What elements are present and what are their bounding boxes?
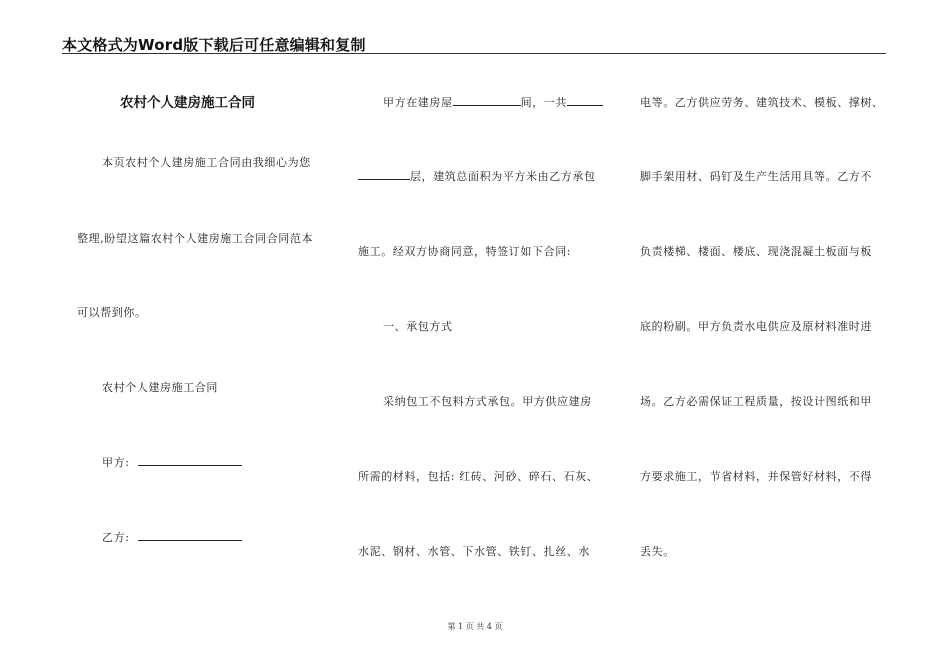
col2-line-4: 采纳包工不包料方式承包。甲方供应建房 xyxy=(383,395,592,408)
col3-line-2: 脚手架用材、码钉及生产生活用具等。乙方不 xyxy=(640,170,872,183)
rooms-blank xyxy=(453,94,521,106)
col2-line-1-part-b: 间，一共 xyxy=(520,96,568,109)
col3-line-4: 底的粉刷。甲方负责水电供应及原材料准时进 xyxy=(640,320,872,333)
intro-line-1: 本页农村个人建房施工合同由我细心为您 xyxy=(102,156,311,169)
col3-line-1: 电等。乙方供应劳务、建筑技术、模板、撑树、 xyxy=(640,96,884,109)
col3-line-7: 丢失。 xyxy=(640,545,675,558)
col2-line-2 xyxy=(358,168,596,184)
col2-line-6: 水泥、钢材、水管、下水管、铁钉、扎丝、水 xyxy=(358,545,590,558)
floors-blank-start xyxy=(567,94,603,106)
col2-line-5: 所需的材料，包括: 红砖、河砂、碎石、石灰、 xyxy=(358,470,599,483)
party-b-label: 乙方: xyxy=(102,531,130,544)
party-a-blank xyxy=(138,454,242,466)
party-a-label: 甲方: xyxy=(102,456,130,469)
col3-line-6: 方要求施工，节省材料，并保管好材料，不得 xyxy=(640,470,872,483)
header-divider xyxy=(62,53,886,54)
col2-line-3: 施工。经双方协商同意，特签订如下合同: xyxy=(358,245,572,258)
download-banner: 本文格式为Word版下载后可任意编辑和复制 xyxy=(62,36,366,54)
col2-line-1 xyxy=(383,94,603,110)
document-title: 农村个人建房施工合同 xyxy=(120,95,255,111)
intro-line-3: 可以帮到你。 xyxy=(77,306,147,319)
party-b-line xyxy=(102,529,242,545)
section-heading-contract-method: 一、承包方式 xyxy=(383,320,453,333)
contract-subtitle: 农村个人建房施工合同 xyxy=(102,381,218,394)
col2-line-2-text: 层，建筑总面积为平方米由乙方承包 xyxy=(410,170,596,183)
col3-line-3: 负责楼梯、楼面、楼底、现浇混凝土板面与板 xyxy=(640,245,872,258)
page-number: 第 1 页 共 4 页 xyxy=(447,622,503,631)
col2-line-1-part-a: 甲方在建房屋 xyxy=(383,96,453,109)
intro-line-2: 整理,盼望这篇农村个人建房施工合同合同范本 xyxy=(77,232,314,245)
party-b-blank xyxy=(138,529,242,541)
floors-blank-end xyxy=(358,168,410,180)
party-a-line xyxy=(102,454,242,470)
col3-line-5: 场。乙方必需保证工程质量，按设计图纸和甲 xyxy=(640,395,872,408)
